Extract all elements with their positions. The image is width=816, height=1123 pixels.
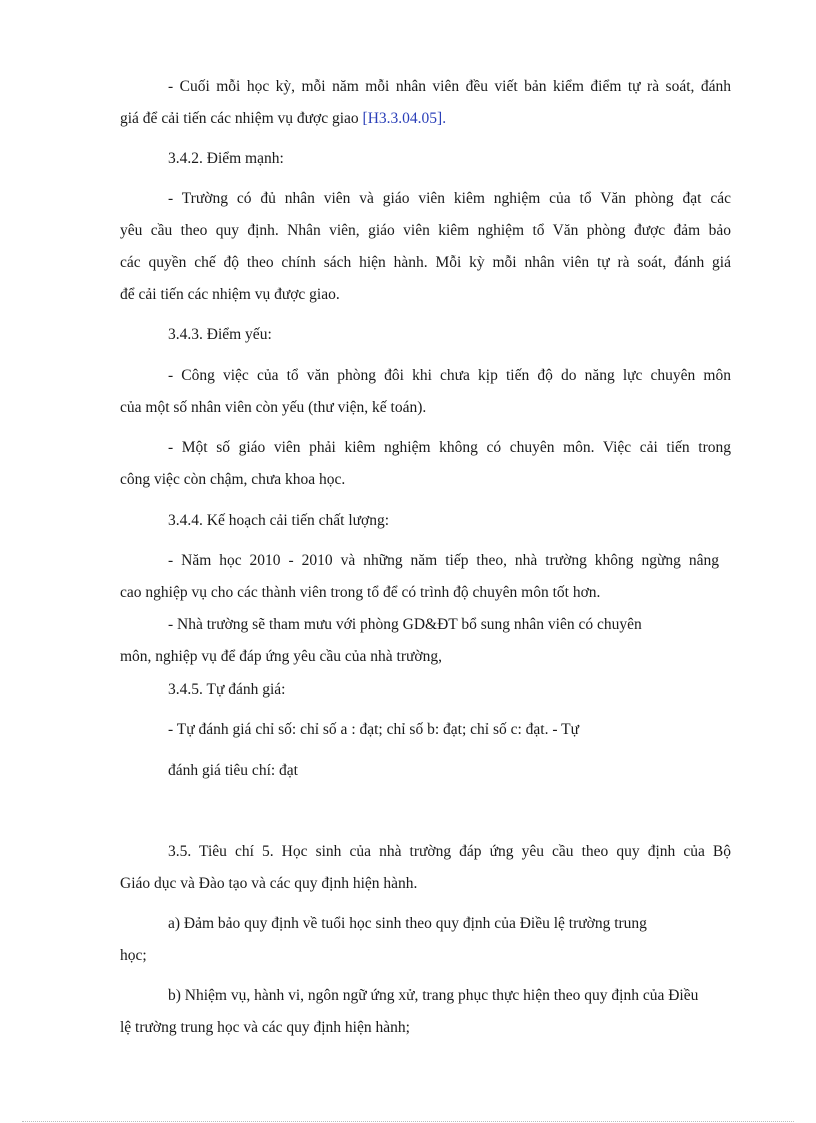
heading-improvement-plan: 3.4.4. Kế hoạch cải tiến chất lượng:	[168, 512, 390, 529]
para-9-line-2: học;	[120, 947, 147, 964]
para-3-line-1: - Công việc của tổ văn phòng đôi khi chưa kịp tiến độ do năng lực chuyên môn	[168, 367, 731, 384]
para-10-line-1: b) Nhiệm vụ, hành vi, ngôn ngữ ứng xử, trang phục thực hiện theo quy định của Điều	[168, 987, 699, 1004]
heading-weaknesses: 3.4.3. Điểm yếu:	[168, 326, 272, 343]
para-7-line-1: - Tự đánh giá chỉ số: chỉ số a : đạt; chỉ số b: đạt; chỉ số c: đạt. - Tự	[168, 721, 579, 738]
para-1-line-1: - Cuối mỗi học kỳ, mỗi năm mỗi nhân viên đều viết bản kiểm điểm tự rà soát, đánh	[168, 78, 731, 95]
para-6-line-2: môn, nghiệp vụ để đáp ứng yêu cầu của nhà trường,	[120, 648, 442, 665]
para-4-line-2: công việc còn chậm, chưa khoa học.	[120, 471, 346, 488]
para-8-line-2: Giáo dục và Đào tạo và các quy định hiện hành.	[120, 875, 418, 892]
para-8-line-1: 3.5. Tiêu chí 5. Học sinh của nhà trường đáp ứng yêu cầu theo quy định của Bộ	[168, 843, 731, 860]
para-9-line-1: a) Đảm bảo quy định về tuổi học sinh theo quy định của Điều lệ trường trung	[168, 915, 647, 932]
para-5-line-1: - Năm học 2010 - 2010 và những năm tiếp theo, nhà trường không ngừng nâng	[168, 552, 719, 569]
para-1-line-2	[120, 109, 446, 129]
para-3-line-2: của một số nhân viên còn yếu (thư viện, kế toán).	[120, 399, 427, 416]
evidence-reference: [H3.3.04.05].	[362, 110, 447, 127]
page-bottom-rule	[22, 1121, 794, 1122]
para-1-line-2-text: giá để cải tiến các nhiệm vụ được giao	[120, 110, 363, 127]
para-2-line-2: yêu cầu theo quy định. Nhân viên, giáo viên kiêm nghiệm tổ Văn phòng được đảm bảo	[120, 222, 731, 239]
para-4-line-1: - Một số giáo viên phải kiêm nghiệm không có chuyên môn. Việc cải tiến trong	[168, 439, 731, 456]
para-2-line-3: các quyền chế độ theo chính sách hiện hành. Mỗi kỳ mỗi nhân viên tự rà soát, đánh giá	[120, 254, 731, 271]
heading-self-assessment: 3.4.5. Tự đánh giá:	[168, 681, 286, 698]
para-7-line-2: đánh giá tiêu chí: đạt	[168, 762, 298, 779]
para-2-line-1: - Trường có đủ nhân viên và giáo viên kiêm nghiệm của tổ Văn phòng đạt các	[168, 190, 731, 207]
para-5-line-2: cao nghiệp vụ cho các thành viên trong tổ để có trình độ chuyên môn tốt hơn.	[120, 584, 601, 601]
para-2-line-4: để cải tiến các nhiệm vụ được giao.	[120, 286, 340, 303]
heading-strengths: 3.4.2. Điểm mạnh:	[168, 150, 284, 167]
para-6-line-1: - Nhà trường sẽ tham mưu với phòng GD&ĐT bổ sung nhân viên có chuyên	[168, 616, 642, 633]
para-10-line-2: lệ trường trung học và các quy định hiện hành;	[120, 1019, 410, 1036]
